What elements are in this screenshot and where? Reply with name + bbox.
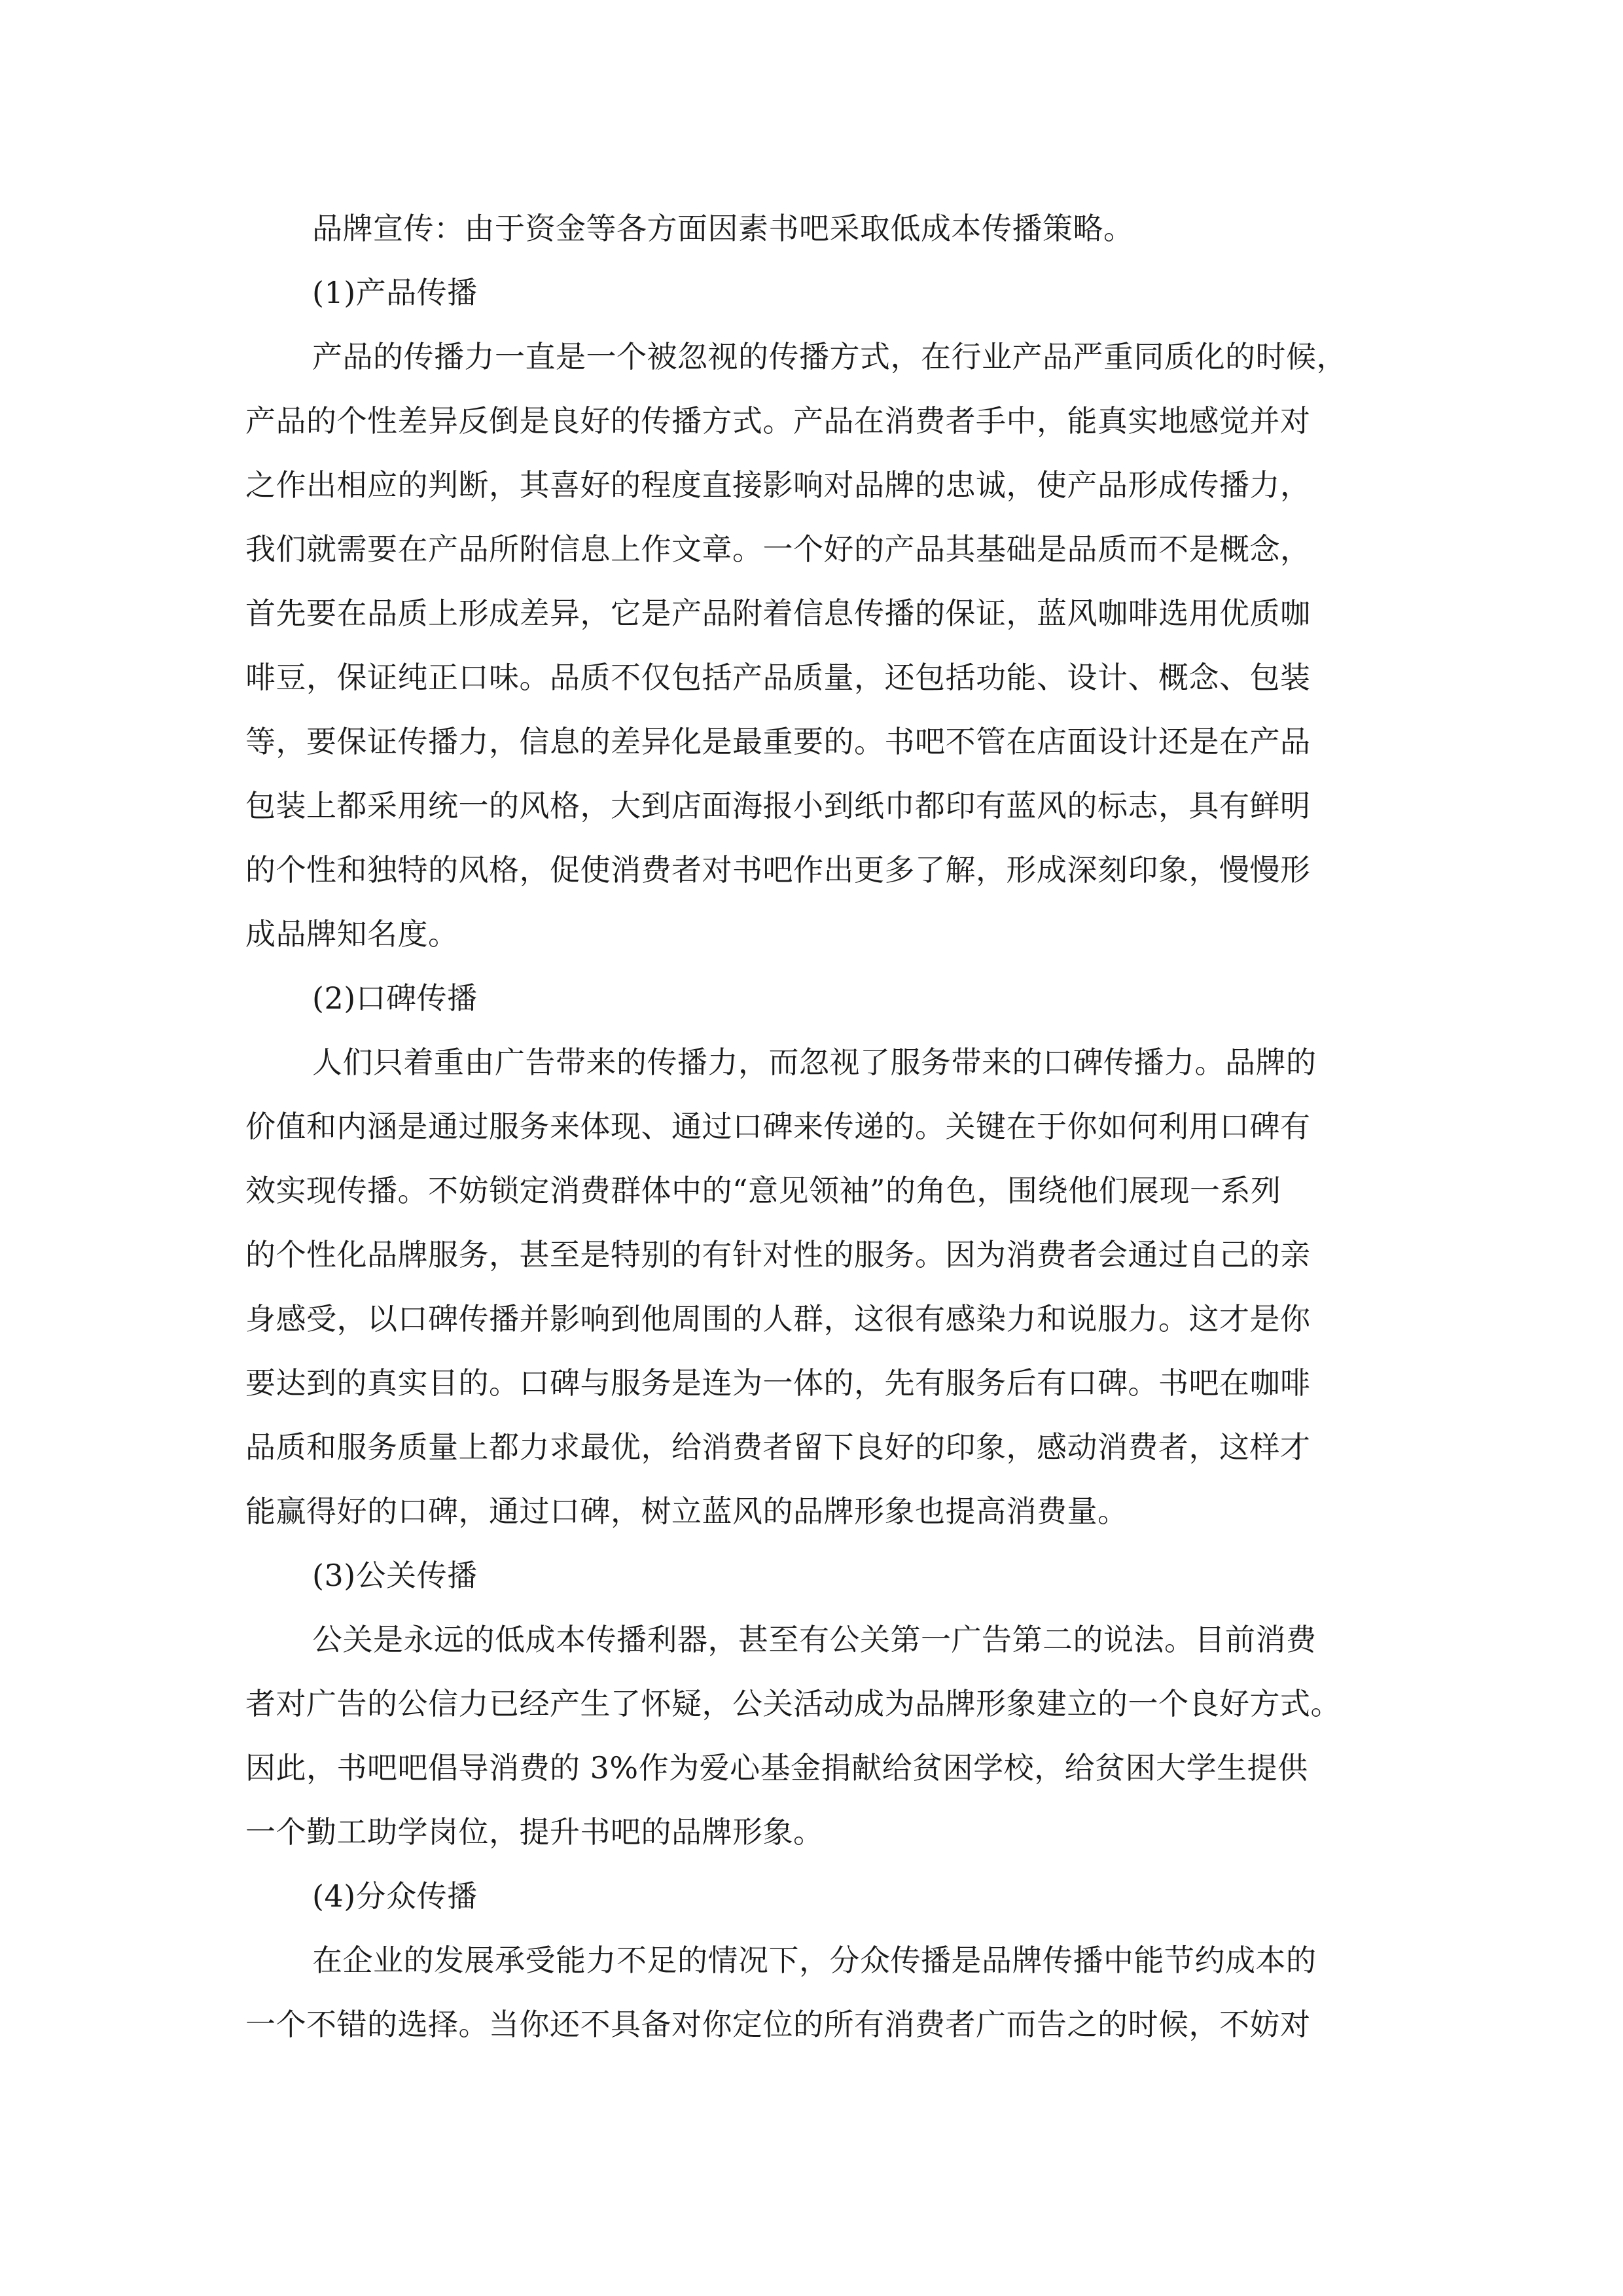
text-line: 要达到的真实目的。口碑与服务是连为一体的，先有服务后有口碑。书吧在咖啡 xyxy=(245,1365,1311,1401)
text-line: 者对广告的公信力已经产生了怀疑，公关活动成为品牌形象建立的一个良好方式。 xyxy=(245,1686,1341,1721)
text-line: 等，要保证传播力，信息的差异化是最重要的。书吧不管在店面设计还是在产品 xyxy=(245,724,1311,759)
text-line: (3)公关传播 xyxy=(312,1558,478,1593)
text-line: 能赢得好的口碑，通过口碑，树立蓝风的品牌形象也提高消费量。 xyxy=(245,1494,1128,1529)
text-line: 一个不错的选择。当你还不具备对你定位的所有消费者广而告之的时候，不妨对 xyxy=(245,2007,1311,2042)
text-line: 品牌宣传：由于资金等各方面因素书吧采取低成本传播策略。 xyxy=(312,211,1134,246)
text-line: 成品牌知名度。 xyxy=(245,916,459,952)
text-line: 一个勤工助学岗位，提升书吧的品牌形象。 xyxy=(245,1814,824,1850)
text-line: 首先要在品质上形成差异，它是产品附着信息传播的保证，蓝风咖啡选用优质咖 xyxy=(245,596,1311,631)
text-line: 包装上都采用统一的风格，大到店面海报小到纸巾都印有蓝风的标志，具有鲜明 xyxy=(245,788,1311,823)
text-line: 价值和内涵是通过服务来体现、通过口碑来传递的。关键在于你如何利用口碑有 xyxy=(245,1109,1311,1144)
text-line: 因此，书吧吧倡导消费的 3%作为爱心基金捐献给贫困学校，给贫困大学生提供 xyxy=(245,1750,1308,1785)
text-line: 在企业的发展承受能力不足的情况下，分众传播是品牌传播中能节约成本的 xyxy=(312,1943,1317,1978)
text-line: (4)分众传播 xyxy=(312,1878,478,1914)
text-line: 人们只着重由广告带来的传播力，而忽视了服务带来的口碑传播力。品牌的 xyxy=(312,1045,1317,1080)
text-line: 之作出相应的判断，其喜好的程度直接影响对品牌的忠诚，使产品形成传播力， xyxy=(245,467,1311,503)
text-line: 品质和服务质量上都力求最优，给消费者留下良好的印象，感动消费者，这样才 xyxy=(245,1429,1311,1465)
text-line: 产品的个性差异反倒是良好的传播方式。产品在消费者手中，能真实地感觉并对 xyxy=(245,403,1311,439)
text-line: 身感受，以口碑传播并影响到他周围的人群，这很有感染力和说服力。这才是你 xyxy=(245,1301,1311,1336)
text-line: 的个性化品牌服务，甚至是特别的有针对性的服务。因为消费者会通过自己的亲 xyxy=(245,1237,1311,1272)
text-line: 啡豆，保证纯正口味。品质不仅包括产品质量，还包括功能、设计、概念、包装 xyxy=(245,660,1311,695)
document-body xyxy=(245,196,1381,2056)
text-line: 公关是永远的低成本传播利器，甚至有公关第一广告第二的说法。目前消费 xyxy=(312,1622,1317,1657)
text-line: (2)口碑传播 xyxy=(312,980,478,1016)
text-line: 我们就需要在产品所附信息上作文章。一个好的产品其基础是品质而不是概念， xyxy=(245,531,1311,567)
text-line: 效实现传播。不妨锁定消费群体中的“意见领袖”的角色，围绕他们展现一系列 xyxy=(245,1173,1281,1208)
text-line: 产品的传播力一直是一个被忽视的传播方式，在行业产品严重同质化的时候， xyxy=(312,339,1347,374)
text-line: (1)产品传播 xyxy=(312,275,478,310)
text-line: 的个性和独特的风格，促使消费者对书吧作出更多了解，形成深刻印象，慢慢形 xyxy=(245,852,1311,888)
